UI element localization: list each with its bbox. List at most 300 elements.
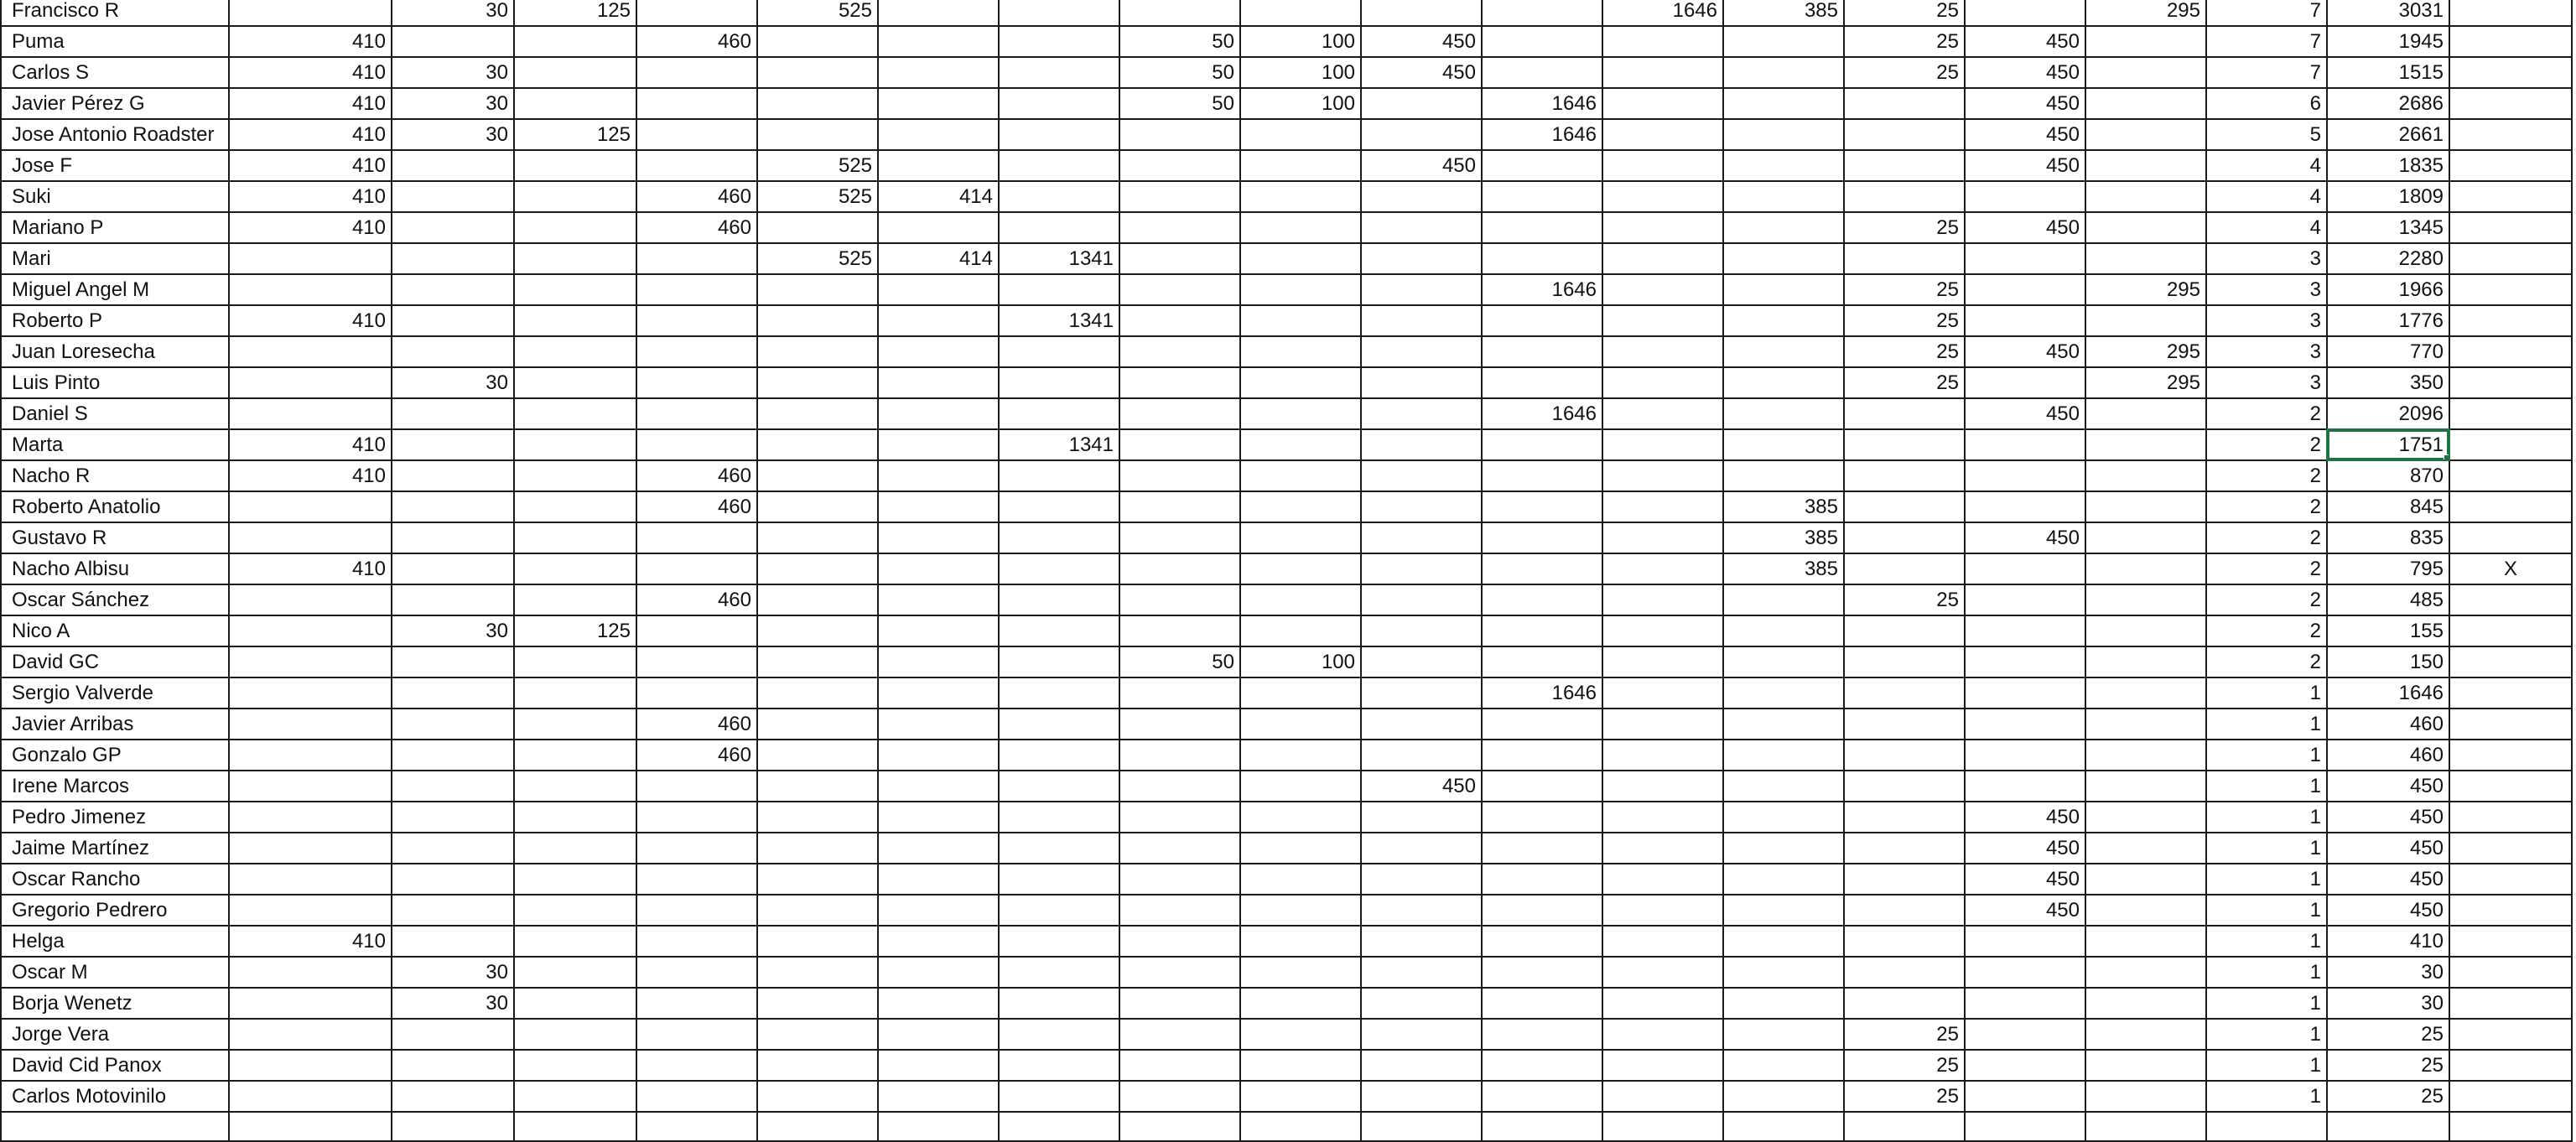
value-cell[interactable]: 1: [2206, 895, 2327, 926]
value-cell[interactable]: [999, 802, 1119, 833]
value-cell[interactable]: [1844, 119, 1965, 150]
value-cell[interactable]: [1844, 398, 1965, 429]
value-cell[interactable]: [514, 771, 636, 802]
value-cell[interactable]: [1119, 864, 1240, 895]
value-cell[interactable]: 5: [2206, 119, 2327, 150]
value-cell[interactable]: [2085, 522, 2206, 553]
value-cell[interactable]: [229, 584, 392, 615]
value-cell[interactable]: [1602, 553, 1723, 584]
value-cell[interactable]: [1119, 584, 1240, 615]
value-cell[interactable]: [636, 988, 757, 1019]
value-cell[interactable]: [1602, 771, 1723, 802]
value-cell[interactable]: [2085, 1019, 2206, 1050]
value-cell[interactable]: [1844, 1112, 1965, 1141]
value-cell[interactable]: [636, 398, 757, 429]
value-cell[interactable]: [1119, 802, 1240, 833]
value-cell[interactable]: [514, 398, 636, 429]
value-cell[interactable]: [1723, 336, 1844, 367]
value-cell[interactable]: [878, 988, 999, 1019]
value-cell[interactable]: 1: [2206, 957, 2327, 988]
value-cell[interactable]: [1361, 584, 1482, 615]
value-cell[interactable]: [392, 1112, 514, 1141]
value-cell[interactable]: [514, 740, 636, 771]
value-cell[interactable]: [1844, 491, 1965, 522]
value-cell[interactable]: [1723, 88, 1844, 119]
value-cell[interactable]: [392, 336, 514, 367]
value-cell[interactable]: [1602, 926, 1723, 957]
value-cell[interactable]: [229, 398, 392, 429]
value-cell[interactable]: [1240, 212, 1361, 243]
value-cell[interactable]: [229, 615, 392, 646]
value-cell[interactable]: [1602, 429, 1723, 460]
value-cell[interactable]: [636, 957, 757, 988]
value-cell[interactable]: [878, 553, 999, 584]
name-cell[interactable]: Nico A: [1, 615, 229, 646]
value-cell[interactable]: [636, 771, 757, 802]
value-cell[interactable]: [1361, 895, 1482, 926]
value-cell[interactable]: 1966: [2327, 274, 2449, 305]
marker-cell[interactable]: [2449, 957, 2572, 988]
value-cell[interactable]: [392, 833, 514, 864]
value-cell[interactable]: [1482, 957, 1602, 988]
value-cell[interactable]: [878, 895, 999, 926]
value-cell[interactable]: [1723, 274, 1844, 305]
value-cell[interactable]: 1: [2206, 1050, 2327, 1081]
value-cell[interactable]: [1240, 957, 1361, 988]
value-cell[interactable]: [1602, 709, 1723, 740]
value-cell[interactable]: [2085, 615, 2206, 646]
value-cell[interactable]: [2085, 646, 2206, 677]
value-cell[interactable]: [392, 243, 514, 274]
value-cell[interactable]: [757, 553, 878, 584]
value-cell[interactable]: [229, 802, 392, 833]
value-cell[interactable]: [1361, 1081, 1482, 1112]
value-cell[interactable]: [1482, 522, 1602, 553]
value-cell[interactable]: [636, 802, 757, 833]
value-cell[interactable]: [514, 1019, 636, 1050]
value-cell[interactable]: 410: [229, 553, 392, 584]
value-cell[interactable]: [2085, 677, 2206, 709]
value-cell[interactable]: [1119, 119, 1240, 150]
value-cell[interactable]: [878, 274, 999, 305]
marker-cell[interactable]: [2449, 26, 2572, 57]
value-cell[interactable]: 1345: [2327, 212, 2449, 243]
value-cell[interactable]: [2085, 740, 2206, 771]
value-cell[interactable]: [392, 305, 514, 336]
value-cell[interactable]: [878, 0, 999, 26]
value-cell[interactable]: [636, 305, 757, 336]
value-cell[interactable]: [1844, 677, 1965, 709]
value-cell[interactable]: 25: [2327, 1019, 2449, 1050]
value-cell[interactable]: [1482, 491, 1602, 522]
value-cell[interactable]: [1482, 584, 1602, 615]
value-cell[interactable]: [636, 429, 757, 460]
value-cell[interactable]: 450: [1965, 88, 2085, 119]
value-cell[interactable]: [878, 833, 999, 864]
value-cell[interactable]: [392, 895, 514, 926]
value-cell[interactable]: [1119, 740, 1240, 771]
value-cell[interactable]: [1119, 150, 1240, 181]
value-cell[interactable]: [999, 336, 1119, 367]
value-cell[interactable]: [757, 771, 878, 802]
value-cell[interactable]: [999, 491, 1119, 522]
value-cell[interactable]: [2206, 1112, 2327, 1141]
value-cell[interactable]: [1723, 119, 1844, 150]
value-cell[interactable]: [1965, 1081, 2085, 1112]
value-cell[interactable]: 450: [1361, 150, 1482, 181]
marker-cell[interactable]: [2449, 243, 2572, 274]
value-cell[interactable]: [1482, 305, 1602, 336]
value-cell[interactable]: [757, 274, 878, 305]
value-cell[interactable]: [1482, 57, 1602, 88]
value-cell[interactable]: 3031: [2327, 0, 2449, 26]
value-cell[interactable]: [636, 367, 757, 398]
value-cell[interactable]: [878, 336, 999, 367]
value-cell[interactable]: 7: [2206, 57, 2327, 88]
value-cell[interactable]: [1844, 429, 1965, 460]
value-cell[interactable]: [878, 771, 999, 802]
value-cell[interactable]: [1240, 305, 1361, 336]
name-cell[interactable]: Jose F: [1, 150, 229, 181]
value-cell[interactable]: 1646: [2327, 677, 2449, 709]
value-cell[interactable]: [514, 584, 636, 615]
value-cell[interactable]: [1602, 150, 1723, 181]
value-cell[interactable]: [636, 833, 757, 864]
name-cell[interactable]: Roberto Anatolio: [1, 491, 229, 522]
value-cell[interactable]: [1119, 305, 1240, 336]
value-cell[interactable]: [2085, 1081, 2206, 1112]
value-cell[interactable]: 450: [2327, 864, 2449, 895]
value-cell[interactable]: [1361, 802, 1482, 833]
value-cell[interactable]: [1844, 615, 1965, 646]
value-cell[interactable]: 1646: [1482, 677, 1602, 709]
value-cell[interactable]: [1482, 615, 1602, 646]
value-cell[interactable]: 410: [229, 26, 392, 57]
value-cell[interactable]: 450: [2327, 802, 2449, 833]
value-cell[interactable]: [878, 584, 999, 615]
value-cell[interactable]: [1240, 1112, 1361, 1141]
value-cell[interactable]: [2085, 305, 2206, 336]
value-cell[interactable]: [757, 57, 878, 88]
value-cell[interactable]: [1723, 709, 1844, 740]
marker-cell[interactable]: [2449, 398, 2572, 429]
value-cell[interactable]: [1119, 615, 1240, 646]
value-cell[interactable]: [878, 88, 999, 119]
value-cell[interactable]: 2: [2206, 584, 2327, 615]
value-cell[interactable]: [757, 895, 878, 926]
value-cell[interactable]: [757, 740, 878, 771]
value-cell[interactable]: 7: [2206, 26, 2327, 57]
value-cell[interactable]: [1844, 243, 1965, 274]
value-cell[interactable]: [1723, 305, 1844, 336]
value-cell[interactable]: [757, 833, 878, 864]
value-cell[interactable]: [229, 274, 392, 305]
value-cell[interactable]: [1602, 988, 1723, 1019]
value-cell[interactable]: 410: [229, 429, 392, 460]
value-cell[interactable]: [999, 119, 1119, 150]
name-cell[interactable]: Francisco R: [1, 0, 229, 26]
value-cell[interactable]: [1482, 429, 1602, 460]
value-cell[interactable]: [2085, 802, 2206, 833]
value-cell[interactable]: [878, 957, 999, 988]
value-cell[interactable]: [636, 1081, 757, 1112]
value-cell[interactable]: 25: [1844, 57, 1965, 88]
value-cell[interactable]: [1482, 833, 1602, 864]
value-cell[interactable]: 460: [636, 26, 757, 57]
value-cell[interactable]: [1361, 864, 1482, 895]
value-cell[interactable]: [1723, 150, 1844, 181]
value-cell[interactable]: [999, 88, 1119, 119]
value-cell[interactable]: [1602, 119, 1723, 150]
value-cell[interactable]: [514, 274, 636, 305]
name-cell[interactable]: Pedro Jimenez: [1, 802, 229, 833]
value-cell[interactable]: [514, 88, 636, 119]
value-cell[interactable]: 30: [392, 367, 514, 398]
marker-cell[interactable]: [2449, 1081, 2572, 1112]
value-cell[interactable]: [1602, 460, 1723, 491]
value-cell[interactable]: 450: [1361, 771, 1482, 802]
value-cell[interactable]: [2085, 243, 2206, 274]
value-cell[interactable]: [999, 522, 1119, 553]
value-cell[interactable]: 3: [2206, 336, 2327, 367]
value-cell[interactable]: [1965, 553, 2085, 584]
name-cell[interactable]: Gregorio Pedrero: [1, 895, 229, 926]
marker-cell[interactable]: [2449, 491, 2572, 522]
value-cell[interactable]: [392, 150, 514, 181]
value-cell[interactable]: [514, 150, 636, 181]
value-cell[interactable]: [757, 367, 878, 398]
value-cell[interactable]: [1240, 740, 1361, 771]
value-cell[interactable]: [1482, 553, 1602, 584]
value-cell[interactable]: 30: [392, 119, 514, 150]
value-cell[interactable]: [1482, 1050, 1602, 1081]
name-cell[interactable]: Oscar Rancho: [1, 864, 229, 895]
name-cell[interactable]: Juan Loresecha: [1, 336, 229, 367]
marker-cell[interactable]: [2449, 305, 2572, 336]
value-cell[interactable]: [757, 305, 878, 336]
value-cell[interactable]: [878, 212, 999, 243]
value-cell[interactable]: [1361, 119, 1482, 150]
value-cell[interactable]: [1965, 926, 2085, 957]
value-cell[interactable]: 295: [2085, 0, 2206, 26]
value-cell[interactable]: [1240, 119, 1361, 150]
value-cell[interactable]: [1119, 833, 1240, 864]
value-cell[interactable]: [1240, 1050, 1361, 1081]
value-cell[interactable]: 100: [1240, 26, 1361, 57]
value-cell[interactable]: 25: [1844, 212, 1965, 243]
value-cell[interactable]: [1723, 895, 1844, 926]
value-cell[interactable]: [1723, 429, 1844, 460]
value-cell[interactable]: 450: [1965, 150, 2085, 181]
value-cell[interactable]: 30: [392, 957, 514, 988]
value-cell[interactable]: 25: [2327, 1050, 2449, 1081]
name-cell[interactable]: Sergio Valverde: [1, 677, 229, 709]
name-cell[interactable]: Mari: [1, 243, 229, 274]
value-cell[interactable]: 2: [2206, 646, 2327, 677]
value-cell[interactable]: [229, 1112, 392, 1141]
value-cell[interactable]: [636, 864, 757, 895]
value-cell[interactable]: 1646: [1482, 88, 1602, 119]
value-cell[interactable]: 770: [2327, 336, 2449, 367]
value-cell[interactable]: [1240, 988, 1361, 1019]
value-cell[interactable]: 4: [2206, 150, 2327, 181]
value-cell[interactable]: [1240, 615, 1361, 646]
value-cell[interactable]: [1602, 895, 1723, 926]
value-cell[interactable]: [1723, 181, 1844, 212]
value-cell[interactable]: 1646: [1482, 119, 1602, 150]
value-cell[interactable]: [1723, 864, 1844, 895]
value-cell[interactable]: [1240, 833, 1361, 864]
value-cell[interactable]: 125: [514, 119, 636, 150]
value-cell[interactable]: 30: [392, 0, 514, 26]
value-cell[interactable]: [1240, 522, 1361, 553]
value-cell[interactable]: 1341: [999, 243, 1119, 274]
value-cell[interactable]: [229, 243, 392, 274]
value-cell[interactable]: [999, 1081, 1119, 1112]
value-cell[interactable]: [1602, 274, 1723, 305]
value-cell[interactable]: 450: [1965, 864, 2085, 895]
value-cell[interactable]: 525: [757, 0, 878, 26]
value-cell[interactable]: 1835: [2327, 150, 2449, 181]
value-cell[interactable]: [1723, 646, 1844, 677]
value-cell[interactable]: [1602, 740, 1723, 771]
value-cell[interactable]: [392, 864, 514, 895]
value-cell[interactable]: [999, 181, 1119, 212]
value-cell[interactable]: [1602, 957, 1723, 988]
value-cell[interactable]: [1119, 398, 1240, 429]
value-cell[interactable]: [1602, 864, 1723, 895]
value-cell[interactable]: 2: [2206, 429, 2327, 460]
marker-cell[interactable]: [2449, 429, 2572, 460]
name-cell[interactable]: Carlos S: [1, 57, 229, 88]
value-cell[interactable]: [1723, 212, 1844, 243]
value-cell[interactable]: [514, 709, 636, 740]
value-cell[interactable]: [1723, 1112, 1844, 1141]
value-cell[interactable]: [1965, 740, 2085, 771]
value-cell[interactable]: [757, 460, 878, 491]
value-cell[interactable]: [878, 398, 999, 429]
value-cell[interactable]: [2085, 429, 2206, 460]
value-cell[interactable]: [999, 926, 1119, 957]
value-cell[interactable]: [1844, 709, 1965, 740]
marker-cell[interactable]: [2449, 212, 2572, 243]
value-cell[interactable]: 2: [2206, 522, 2327, 553]
name-cell[interactable]: Borja Wenetz: [1, 988, 229, 1019]
value-cell[interactable]: [1723, 677, 1844, 709]
name-cell[interactable]: Nacho R: [1, 460, 229, 491]
value-cell[interactable]: [878, 305, 999, 336]
value-cell[interactable]: 414: [878, 181, 999, 212]
value-cell[interactable]: [514, 988, 636, 1019]
value-cell[interactable]: [1965, 0, 2085, 26]
value-cell[interactable]: [2085, 553, 2206, 584]
value-cell[interactable]: 845: [2327, 491, 2449, 522]
value-cell[interactable]: [1844, 771, 1965, 802]
value-cell[interactable]: [999, 0, 1119, 26]
value-cell[interactable]: [1482, 864, 1602, 895]
value-cell[interactable]: 25: [1844, 367, 1965, 398]
value-cell[interactable]: [392, 429, 514, 460]
value-cell[interactable]: 3: [2206, 305, 2327, 336]
value-cell[interactable]: [999, 398, 1119, 429]
value-cell[interactable]: [1723, 1081, 1844, 1112]
value-cell[interactable]: [2085, 988, 2206, 1019]
value-cell[interactable]: [2085, 771, 2206, 802]
name-cell[interactable]: Gonzalo GP: [1, 740, 229, 771]
value-cell[interactable]: [1361, 460, 1482, 491]
value-cell[interactable]: [1602, 646, 1723, 677]
value-cell[interactable]: 30: [392, 57, 514, 88]
value-cell[interactable]: 30: [2327, 957, 2449, 988]
value-cell[interactable]: [1482, 988, 1602, 1019]
name-cell[interactable]: Nacho Albisu: [1, 553, 229, 584]
value-cell[interactable]: [1602, 491, 1723, 522]
value-cell[interactable]: 1: [2206, 771, 2327, 802]
value-cell[interactable]: [2085, 398, 2206, 429]
value-cell[interactable]: [514, 677, 636, 709]
value-cell[interactable]: [1119, 709, 1240, 740]
marker-cell[interactable]: [2449, 1050, 2572, 1081]
value-cell[interactable]: [1844, 522, 1965, 553]
value-cell[interactable]: 450: [1965, 802, 2085, 833]
value-cell[interactable]: [514, 1112, 636, 1141]
value-cell[interactable]: 6: [2206, 88, 2327, 119]
value-cell[interactable]: [1844, 88, 1965, 119]
value-cell[interactable]: [999, 864, 1119, 895]
value-cell[interactable]: 450: [2327, 833, 2449, 864]
value-cell[interactable]: [229, 895, 392, 926]
value-cell[interactable]: [2085, 926, 2206, 957]
marker-cell[interactable]: [2449, 709, 2572, 740]
value-cell[interactable]: [392, 584, 514, 615]
value-cell[interactable]: [1723, 988, 1844, 1019]
marker-cell[interactable]: [2449, 584, 2572, 615]
value-cell[interactable]: [1240, 367, 1361, 398]
marker-cell[interactable]: [2449, 0, 2572, 26]
value-cell[interactable]: 295: [2085, 367, 2206, 398]
value-cell[interactable]: [514, 57, 636, 88]
value-cell[interactable]: [1361, 243, 1482, 274]
value-cell[interactable]: 460: [636, 584, 757, 615]
value-cell[interactable]: [1361, 646, 1482, 677]
value-cell[interactable]: [1240, 429, 1361, 460]
value-cell[interactable]: [878, 1081, 999, 1112]
value-cell[interactable]: [1602, 26, 1723, 57]
value-cell[interactable]: [1965, 1019, 2085, 1050]
value-cell[interactable]: 1: [2206, 677, 2327, 709]
value-cell[interactable]: [2327, 1112, 2449, 1141]
value-cell[interactable]: [1361, 305, 1482, 336]
value-cell[interactable]: 410: [229, 460, 392, 491]
name-cell[interactable]: Carlos Motovinilo: [1, 1081, 229, 1112]
value-cell[interactable]: [514, 491, 636, 522]
value-cell[interactable]: 460: [2327, 709, 2449, 740]
value-cell[interactable]: [1602, 1112, 1723, 1141]
value-cell[interactable]: [1240, 0, 1361, 26]
value-cell[interactable]: [1240, 460, 1361, 491]
value-cell[interactable]: [757, 709, 878, 740]
value-cell[interactable]: [2085, 119, 2206, 150]
marker-cell[interactable]: [2449, 833, 2572, 864]
value-cell[interactable]: [878, 460, 999, 491]
value-cell[interactable]: [392, 398, 514, 429]
marker-cell[interactable]: [2449, 988, 2572, 1019]
value-cell[interactable]: [636, 88, 757, 119]
value-cell[interactable]: [1965, 709, 2085, 740]
name-cell[interactable]: Roberto P: [1, 305, 229, 336]
value-cell[interactable]: [1482, 26, 1602, 57]
value-cell[interactable]: [1965, 615, 2085, 646]
